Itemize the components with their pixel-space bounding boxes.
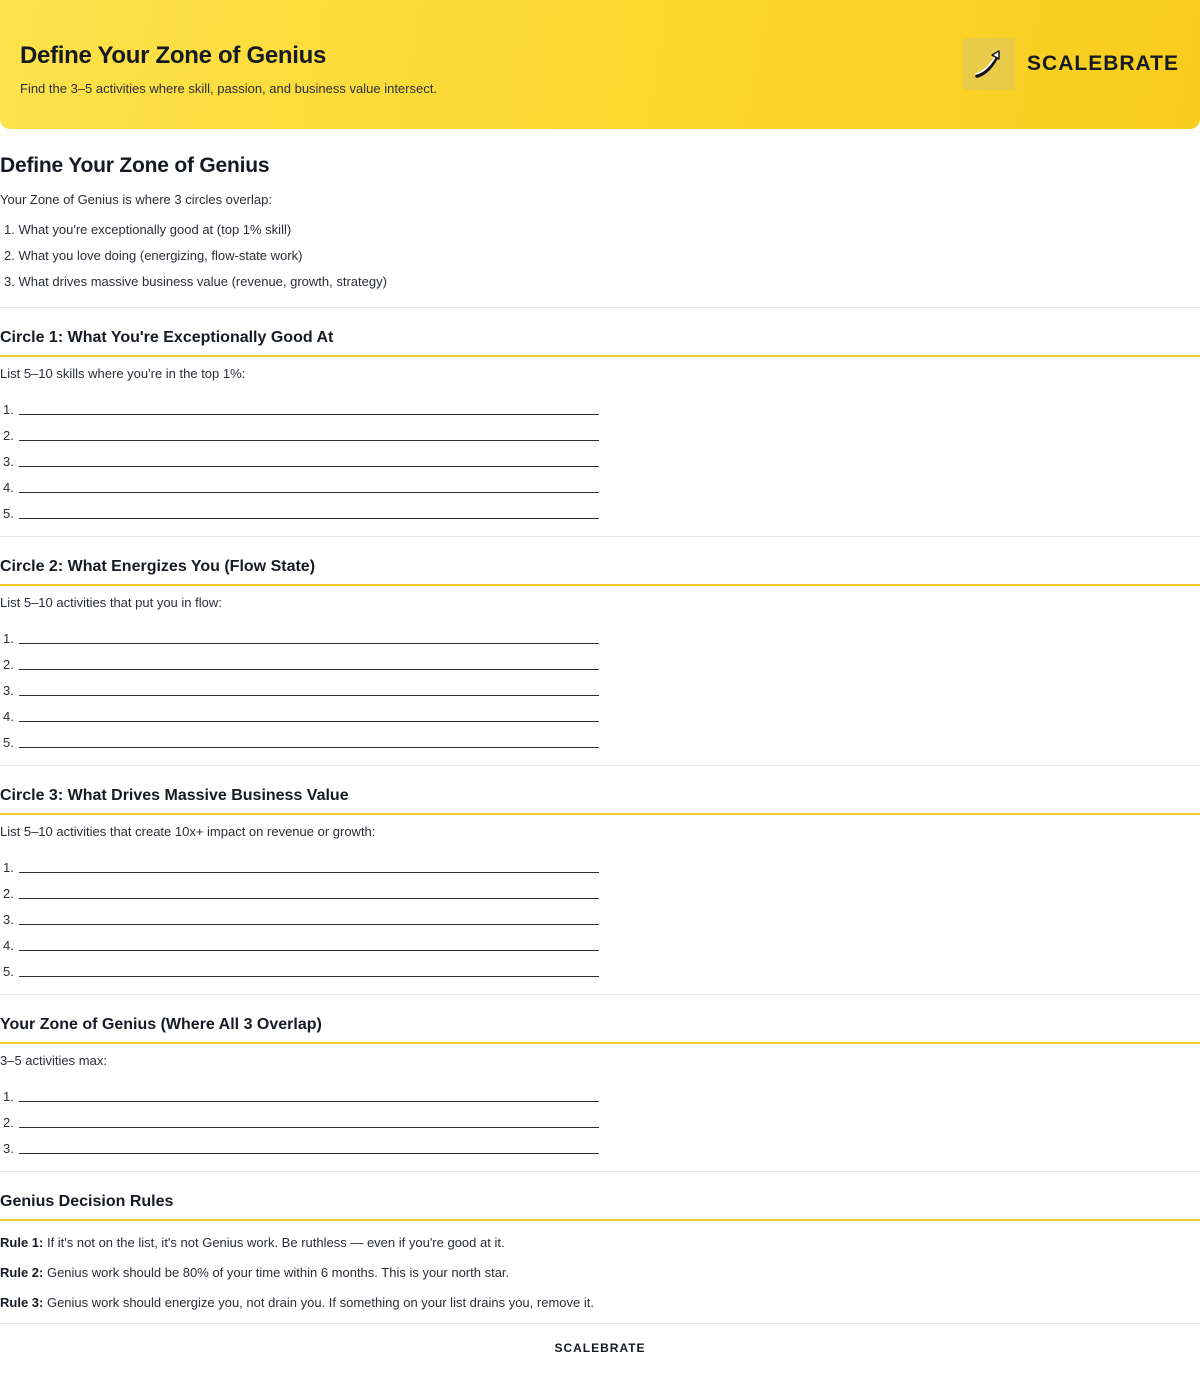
fill-in-line[interactable] bbox=[19, 924, 599, 925]
blank-list-item bbox=[0, 446, 1200, 472]
intro-list-item: 1. What you're exceptionally good at (top 1% skill) bbox=[4, 222, 292, 237]
blank-list bbox=[0, 852, 1200, 982]
blank-number: 2. bbox=[3, 657, 14, 672]
fill-in-line[interactable] bbox=[19, 440, 599, 441]
blank-list-item bbox=[0, 623, 1200, 649]
section-title: Circle 1: What You're Exceptionally Good At bbox=[0, 328, 1200, 357]
fill-in-line[interactable] bbox=[19, 669, 599, 670]
fill-in-line[interactable] bbox=[19, 414, 599, 415]
fill-in-line[interactable] bbox=[19, 1127, 599, 1128]
fill-in-line[interactable] bbox=[19, 721, 599, 722]
blank-number: 2. bbox=[3, 1115, 14, 1130]
blank-list-item bbox=[0, 852, 1200, 878]
blank-list bbox=[0, 394, 1200, 524]
fill-in-line[interactable] bbox=[19, 1101, 599, 1102]
fill-in-line[interactable] bbox=[19, 872, 599, 873]
blank-number: 3. bbox=[3, 454, 14, 469]
rule-item bbox=[0, 1294, 1200, 1311]
page-subtitle: Find the 3–5 activities where skill, passion, and business value intersect. bbox=[20, 81, 437, 96]
blank-number: 1. bbox=[3, 860, 14, 875]
blank-number: 3. bbox=[3, 912, 14, 927]
intro-title: Define Your Zone of Genius bbox=[0, 154, 270, 177]
worksheet-section bbox=[0, 537, 1200, 753]
intro-list bbox=[0, 217, 1200, 295]
blank-number: 5. bbox=[3, 506, 14, 521]
fill-in-line[interactable] bbox=[19, 695, 599, 696]
intro-list-item: 3. What drives massive business value (revenue, growth, strategy) bbox=[4, 274, 387, 289]
blank-number: 3. bbox=[3, 683, 14, 698]
worksheet-section bbox=[0, 308, 1200, 524]
section-description: List 5–10 activities that put you in flow: bbox=[0, 595, 222, 610]
blank-number: 4. bbox=[3, 709, 14, 724]
fill-in-line[interactable] bbox=[19, 518, 599, 519]
rules-section bbox=[0, 1172, 1200, 1311]
fill-in-line[interactable] bbox=[19, 747, 599, 748]
rule-item bbox=[0, 1234, 1200, 1251]
fill-in-line[interactable] bbox=[19, 950, 599, 951]
rule-text: Genius work should be 80% of your time within 6 months. This is your north star. bbox=[43, 1265, 510, 1280]
blank-list-item bbox=[0, 649, 1200, 675]
rules-list bbox=[0, 1234, 1200, 1311]
fill-in-line[interactable] bbox=[19, 643, 599, 644]
blank-list-item bbox=[0, 956, 1200, 982]
worksheet-sections bbox=[0, 308, 1200, 1172]
header-banner bbox=[0, 0, 1200, 129]
blank-list-item bbox=[0, 1107, 1200, 1133]
blank-list bbox=[0, 1081, 1200, 1159]
page-title: Define Your Zone of Genius bbox=[20, 42, 327, 69]
document-body bbox=[0, 151, 1200, 1355]
worksheet-section bbox=[0, 995, 1200, 1159]
fill-in-line[interactable] bbox=[19, 466, 599, 467]
blank-number: 2. bbox=[3, 886, 14, 901]
blank-number: 1. bbox=[3, 631, 14, 646]
blank-number: 4. bbox=[3, 480, 14, 495]
rule-text: If it's not on the list, it's not Genius work. Be ruthless — even if you're good at it. bbox=[43, 1235, 505, 1250]
brand-name: SCALEBRATE bbox=[1027, 52, 1179, 75]
rule-label: Rule 2: bbox=[0, 1265, 44, 1280]
rule-item bbox=[0, 1264, 1200, 1281]
blank-list-item bbox=[0, 498, 1200, 524]
blank-list-item bbox=[0, 420, 1200, 446]
footer-brand: SCALEBRATE bbox=[554, 1341, 646, 1355]
blank-list-item bbox=[0, 701, 1200, 727]
fill-in-line[interactable] bbox=[19, 976, 599, 977]
rising-arrow-icon bbox=[963, 38, 1015, 90]
divider bbox=[0, 1323, 1200, 1324]
blank-list-item bbox=[0, 675, 1200, 701]
section-title: Circle 3: What Drives Massive Business Value bbox=[0, 786, 1200, 815]
blank-list-item bbox=[0, 472, 1200, 498]
blank-list-item bbox=[0, 930, 1200, 956]
blank-list-item bbox=[0, 394, 1200, 420]
blank-number: 1. bbox=[3, 1089, 14, 1104]
rules-title: Genius Decision Rules bbox=[0, 1192, 1200, 1221]
section-description: List 5–10 skills where you're in the top 1%: bbox=[0, 366, 246, 381]
blank-list-item bbox=[0, 727, 1200, 753]
fill-in-line[interactable] bbox=[19, 898, 599, 899]
section-description: List 5–10 activities that create 10x+ impact on revenue or growth: bbox=[0, 824, 376, 839]
section-description: 3–5 activities max: bbox=[0, 1053, 107, 1068]
fill-in-line[interactable] bbox=[19, 1153, 599, 1154]
fill-in-line[interactable] bbox=[19, 492, 599, 493]
section-title: Your Zone of Genius (Where All 3 Overlap) bbox=[0, 1015, 1200, 1044]
blank-number: 5. bbox=[3, 964, 14, 979]
worksheet-section bbox=[0, 766, 1200, 982]
intro-list-item: 2. What you love doing (energizing, flow-state work) bbox=[4, 248, 303, 263]
blank-number: 2. bbox=[3, 428, 14, 443]
blank-number: 1. bbox=[3, 402, 14, 417]
blank-list-item bbox=[0, 1133, 1200, 1159]
brand bbox=[963, 38, 1179, 90]
blank-number: 5. bbox=[3, 735, 14, 750]
blank-number: 4. bbox=[3, 938, 14, 953]
rule-label: Rule 1: bbox=[0, 1235, 44, 1250]
section-title: Circle 2: What Energizes You (Flow State) bbox=[0, 557, 1200, 586]
intro-text: Your Zone of Genius is where 3 circles overlap: bbox=[0, 192, 272, 207]
blank-list-item bbox=[0, 904, 1200, 930]
blank-number: 3. bbox=[3, 1141, 14, 1156]
blank-list-item bbox=[0, 878, 1200, 904]
blank-list bbox=[0, 623, 1200, 753]
rule-label: Rule 3: bbox=[0, 1295, 44, 1310]
rule-text: Genius work should energize you, not drain you. If something on your list drains you, remove it. bbox=[43, 1295, 594, 1310]
blank-list-item bbox=[0, 1081, 1200, 1107]
